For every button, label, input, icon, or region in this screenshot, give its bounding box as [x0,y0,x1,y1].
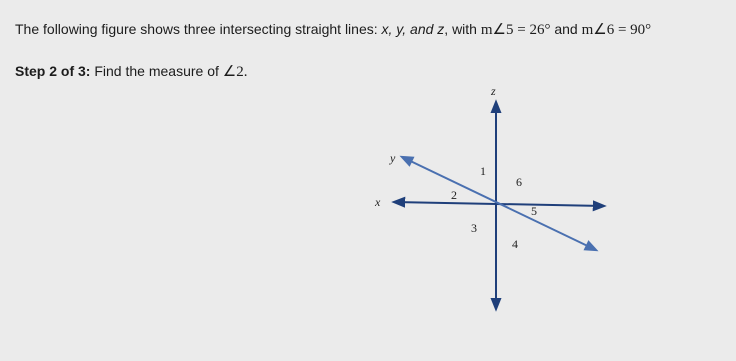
angle6-given: m∠6 = 90° [581,22,652,38]
label-x: x [375,195,381,209]
label-z: z [491,84,496,98]
problem-with: , with [444,21,481,37]
angle-label-5: 5 [531,204,537,218]
step-label: Step 2 of 3: [15,63,91,79]
target-angle: ∠2. [222,64,248,80]
angle5-given: m∠5 = 26° [480,22,551,38]
angle-label-6: 6 [516,175,522,189]
step-text: Find the measure of [90,63,223,79]
angle-label-4: 4 [512,237,518,251]
angle-label-1: 1 [480,164,486,178]
problem-and: and [550,21,582,37]
problem-variables: x, y, and z [381,21,445,37]
angle-label-3: 3 [471,221,477,235]
problem-lead: The following figure shows three intersecting straight lines: [15,21,382,37]
angle-label-2: 2 [451,188,457,202]
label-y: y [390,151,396,165]
